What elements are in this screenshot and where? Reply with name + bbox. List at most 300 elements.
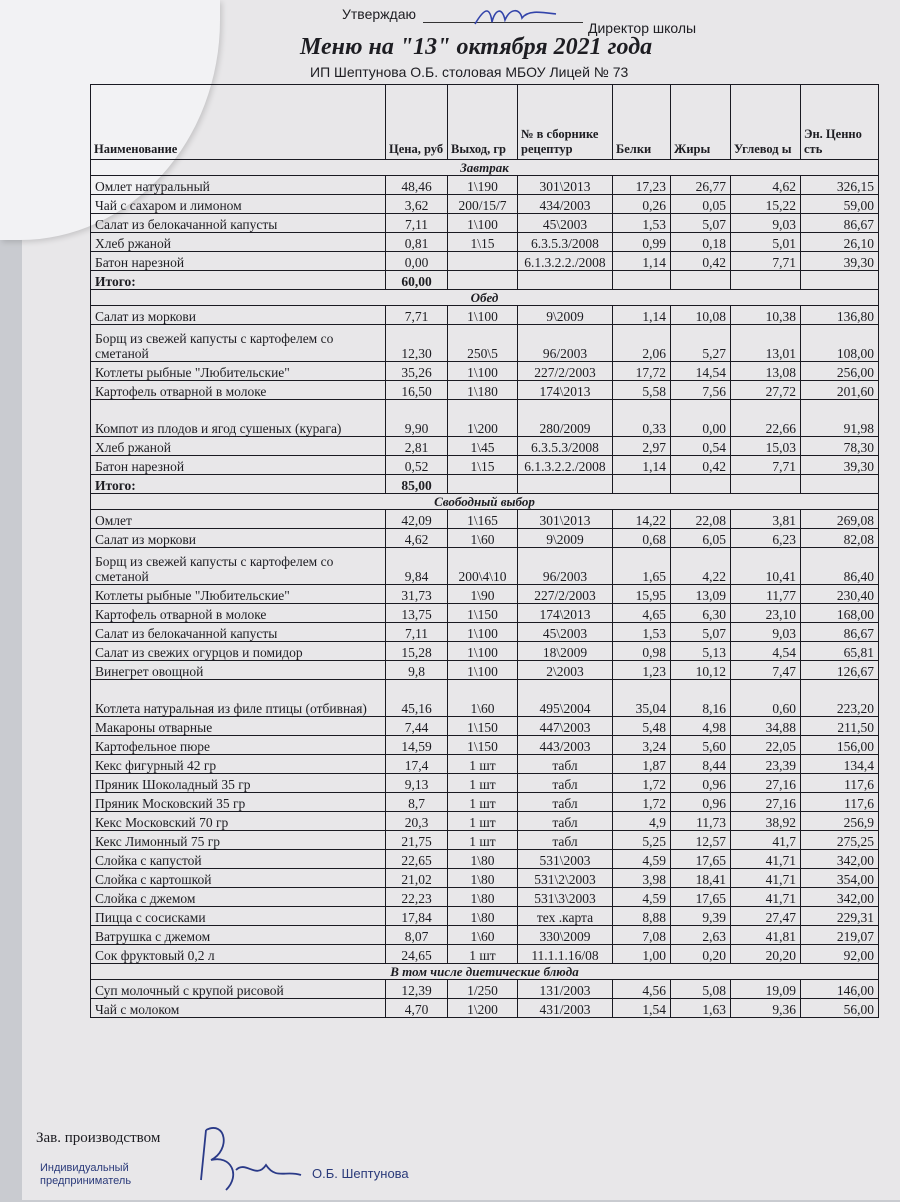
col-carbs-header: Углевод ы xyxy=(731,85,801,160)
cell-energy: 201,60 xyxy=(801,381,879,400)
cell-energy: 117,6 xyxy=(801,793,879,812)
cell-carbs: 27,72 xyxy=(731,381,801,400)
page-subtitle: ИП Шептунова О.Б. столовая МБОУ Лицей № 73 xyxy=(310,64,629,80)
cell-yield: 1\60 xyxy=(448,529,518,548)
table-row xyxy=(91,195,879,214)
cell-protein: 35,04 xyxy=(613,680,671,717)
empty-cell xyxy=(613,271,671,290)
table-row xyxy=(91,661,879,680)
cell-fat: 0,05 xyxy=(671,195,731,214)
empty-cell xyxy=(671,475,731,494)
cell-price: 4,62 xyxy=(386,529,448,548)
section-header-row xyxy=(91,964,879,980)
cell-energy: 230,40 xyxy=(801,585,879,604)
cell-energy: 86,40 xyxy=(801,548,879,585)
cell-carbs: 4,54 xyxy=(731,642,801,661)
cell-carbs: 27,47 xyxy=(731,907,801,926)
cell-carbs: 38,92 xyxy=(731,812,801,831)
cell-name: Котлеты рыбные "Любительские" xyxy=(91,585,386,604)
cell-price: 0,81 xyxy=(386,233,448,252)
menu-table xyxy=(90,84,879,1018)
cell-price: 8,7 xyxy=(386,793,448,812)
empty-cell xyxy=(613,475,671,494)
cell-name: Картофель отварной в молоке xyxy=(91,381,386,400)
cell-name: Омлет натуральный xyxy=(91,176,386,195)
cell-yield: 1 шт xyxy=(448,945,518,964)
cell-name: Батон нарезной xyxy=(91,252,386,271)
table-row xyxy=(91,945,879,964)
cell-yield: 1\100 xyxy=(448,306,518,325)
cell-price: 24,65 xyxy=(386,945,448,964)
cell-recipe: 531\3\2003 xyxy=(518,888,613,907)
table-row xyxy=(91,850,879,869)
cell-recipe: табл xyxy=(518,812,613,831)
director-signature xyxy=(470,2,560,32)
table-row xyxy=(91,774,879,793)
cell-carbs: 23,10 xyxy=(731,604,801,623)
section-title: Завтрак xyxy=(91,160,879,176)
section-title: Обед xyxy=(91,290,879,306)
cell-price: 9,84 xyxy=(386,548,448,585)
cell-recipe: 227/2/2003 xyxy=(518,362,613,381)
table-row xyxy=(91,812,879,831)
cell-energy: 126,67 xyxy=(801,661,879,680)
cell-fat: 0,96 xyxy=(671,774,731,793)
cell-energy: 86,67 xyxy=(801,623,879,642)
cell-fat: 10,08 xyxy=(671,306,731,325)
cell-recipe: 6.3.5.3/2008 xyxy=(518,233,613,252)
cell-protein: 0,33 xyxy=(613,400,671,437)
cell-protein: 0,99 xyxy=(613,233,671,252)
cell-recipe: 6.3.5.3/2008 xyxy=(518,437,613,456)
cell-protein: 8,88 xyxy=(613,907,671,926)
cell-energy: 219,07 xyxy=(801,926,879,945)
cell-yield: 1\80 xyxy=(448,869,518,888)
cell-carbs: 6,23 xyxy=(731,529,801,548)
cell-fat: 5,60 xyxy=(671,736,731,755)
cell-energy: 156,00 xyxy=(801,736,879,755)
cell-protein: 1,54 xyxy=(613,999,671,1018)
cell-energy: 82,08 xyxy=(801,529,879,548)
section-header-row xyxy=(91,290,879,306)
table-row xyxy=(91,510,879,529)
cell-carbs: 20,20 xyxy=(731,945,801,964)
cell-protein: 0,26 xyxy=(613,195,671,214)
col-yield-header: Выход, гр xyxy=(448,85,518,160)
cell-protein: 4,59 xyxy=(613,850,671,869)
cell-energy: 229,31 xyxy=(801,907,879,926)
cell-protein: 1,14 xyxy=(613,306,671,325)
total-label: Итого: xyxy=(91,271,386,290)
cell-price: 7,11 xyxy=(386,214,448,233)
table-row xyxy=(91,980,879,999)
cell-fat: 22,08 xyxy=(671,510,731,529)
total-value: 60,00 xyxy=(386,271,448,290)
cell-recipe: 280/2009 xyxy=(518,400,613,437)
cell-price: 22,65 xyxy=(386,850,448,869)
cell-fat: 7,56 xyxy=(671,381,731,400)
cell-energy: 211,50 xyxy=(801,717,879,736)
table-row xyxy=(91,381,879,400)
empty-cell xyxy=(731,271,801,290)
cell-carbs: 22,66 xyxy=(731,400,801,437)
cell-energy: 256,00 xyxy=(801,362,879,381)
cell-recipe: табл xyxy=(518,793,613,812)
cell-yield: 1\15 xyxy=(448,233,518,252)
cell-yield: 1 шт xyxy=(448,831,518,850)
table-header-row xyxy=(91,85,879,160)
cell-yield: 1\60 xyxy=(448,926,518,945)
cell-carbs: 3,81 xyxy=(731,510,801,529)
director-label: Директор школы xyxy=(588,20,697,36)
cell-energy: 146,00 xyxy=(801,980,879,999)
cell-protein: 1,00 xyxy=(613,945,671,964)
cell-carbs: 9,03 xyxy=(731,214,801,233)
cell-carbs: 41,71 xyxy=(731,869,801,888)
total-row xyxy=(91,475,879,494)
cell-recipe: 531\2003 xyxy=(518,850,613,869)
cell-recipe: 174\2013 xyxy=(518,604,613,623)
cell-name: Кекс Московский 70 гр xyxy=(91,812,386,831)
cell-fat: 2,63 xyxy=(671,926,731,945)
cell-price: 48,46 xyxy=(386,176,448,195)
cell-fat: 1,63 xyxy=(671,999,731,1018)
cell-price: 22,23 xyxy=(386,888,448,907)
table-row xyxy=(91,736,879,755)
cell-fat: 10,12 xyxy=(671,661,731,680)
table-row xyxy=(91,362,879,381)
cell-carbs: 10,38 xyxy=(731,306,801,325)
cell-name: Борщ из свежей капусты с картофелем со сметаной xyxy=(91,325,386,362)
cell-fat: 5,13 xyxy=(671,642,731,661)
cell-protein: 5,48 xyxy=(613,717,671,736)
cell-yield: 1\165 xyxy=(448,510,518,529)
cell-recipe: тех .карта xyxy=(518,907,613,926)
col-recipe-header: № в сборнике рецептур xyxy=(518,85,613,160)
cell-name: Хлеб ржаной xyxy=(91,437,386,456)
cell-protein: 1,53 xyxy=(613,214,671,233)
cell-fat: 0,18 xyxy=(671,233,731,252)
cell-price: 12,39 xyxy=(386,980,448,999)
cell-carbs: 19,09 xyxy=(731,980,801,999)
cell-recipe: 531\2\2003 xyxy=(518,869,613,888)
cell-name: Салат из белокачанной капусты xyxy=(91,214,386,233)
cell-price: 42,09 xyxy=(386,510,448,529)
cell-name: Картофель отварной в молоке xyxy=(91,604,386,623)
cell-energy: 223,20 xyxy=(801,680,879,717)
cell-name: Салат из моркови xyxy=(91,306,386,325)
cell-price: 12,30 xyxy=(386,325,448,362)
table-row xyxy=(91,623,879,642)
table-row xyxy=(91,176,879,195)
cell-energy: 78,30 xyxy=(801,437,879,456)
empty-cell xyxy=(518,271,613,290)
cell-name: Слойка с капустой xyxy=(91,850,386,869)
cell-fat: 0,42 xyxy=(671,456,731,475)
section-header-row xyxy=(91,160,879,176)
cell-carbs: 41,71 xyxy=(731,888,801,907)
cell-protein: 1,23 xyxy=(613,661,671,680)
cell-price: 4,70 xyxy=(386,999,448,1018)
cell-yield: 1\150 xyxy=(448,604,518,623)
cell-name: Винегрет овощной xyxy=(91,661,386,680)
cell-carbs: 13,01 xyxy=(731,325,801,362)
cell-recipe: табл xyxy=(518,755,613,774)
cell-name: Суп молочный с крупой рисовой xyxy=(91,980,386,999)
cell-yield: 1 шт xyxy=(448,774,518,793)
cell-fat: 5,07 xyxy=(671,214,731,233)
total-row xyxy=(91,271,879,290)
stamp-text: Индивидуальный предприниматель xyxy=(40,1162,132,1187)
table-row xyxy=(91,325,879,362)
cell-energy: 26,10 xyxy=(801,233,879,252)
empty-cell xyxy=(801,271,879,290)
cell-recipe: 45\2003 xyxy=(518,623,613,642)
empty-cell xyxy=(448,475,518,494)
cell-carbs: 41,7 xyxy=(731,831,801,850)
cell-fat: 11,73 xyxy=(671,812,731,831)
cell-energy: 342,00 xyxy=(801,888,879,907)
cell-price: 2,81 xyxy=(386,437,448,456)
cell-recipe: 96/2003 xyxy=(518,548,613,585)
table-row xyxy=(91,755,879,774)
empty-cell xyxy=(448,271,518,290)
cell-name: Компот из плодов и ягод сушеных (курага) xyxy=(91,400,386,437)
cell-price: 45,16 xyxy=(386,680,448,717)
cell-recipe: 174\2013 xyxy=(518,381,613,400)
cell-energy: 117,6 xyxy=(801,774,879,793)
cell-carbs: 27,16 xyxy=(731,793,801,812)
cell-fat: 6,30 xyxy=(671,604,731,623)
cell-price: 14,59 xyxy=(386,736,448,755)
cell-carbs: 7,47 xyxy=(731,661,801,680)
cell-yield: 250\5 xyxy=(448,325,518,362)
cell-yield xyxy=(448,252,518,271)
table-row xyxy=(91,642,879,661)
cell-fat: 0,42 xyxy=(671,252,731,271)
cell-name: Омлет xyxy=(91,510,386,529)
cell-price: 31,73 xyxy=(386,585,448,604)
cell-fat: 4,22 xyxy=(671,548,731,585)
cell-yield: 200/15/7 xyxy=(448,195,518,214)
empty-cell xyxy=(671,271,731,290)
cell-name: Салат из свежих огурцов и помидор xyxy=(91,642,386,661)
cell-carbs: 10,41 xyxy=(731,548,801,585)
cell-protein: 4,9 xyxy=(613,812,671,831)
cell-protein: 1,72 xyxy=(613,774,671,793)
cell-energy: 342,00 xyxy=(801,850,879,869)
cell-fat: 8,44 xyxy=(671,755,731,774)
cell-name: Ватрушка с джемом xyxy=(91,926,386,945)
cell-fat: 14,54 xyxy=(671,362,731,381)
table-row xyxy=(91,680,879,717)
cell-price: 17,84 xyxy=(386,907,448,926)
cell-carbs: 7,71 xyxy=(731,456,801,475)
cell-protein: 14,22 xyxy=(613,510,671,529)
cell-fat: 4,98 xyxy=(671,717,731,736)
cell-fat: 5,27 xyxy=(671,325,731,362)
cell-recipe: 11.1.1.16/08 xyxy=(518,945,613,964)
cell-fat: 0,00 xyxy=(671,400,731,437)
cell-price: 21,75 xyxy=(386,831,448,850)
cell-fat: 0,96 xyxy=(671,793,731,812)
table-row xyxy=(91,529,879,548)
cell-recipe: 434/2003 xyxy=(518,195,613,214)
cell-energy: 59,00 xyxy=(801,195,879,214)
approve-label: Утверждаю xyxy=(342,6,416,22)
cell-carbs: 11,77 xyxy=(731,585,801,604)
menu-table-body xyxy=(91,160,879,1018)
cell-price: 7,11 xyxy=(386,623,448,642)
cell-yield: 1\200 xyxy=(448,400,518,437)
cell-protein: 5,58 xyxy=(613,381,671,400)
cell-recipe: 443/2003 xyxy=(518,736,613,755)
table-row xyxy=(91,585,879,604)
cell-fat: 9,39 xyxy=(671,907,731,926)
cell-price: 21,02 xyxy=(386,869,448,888)
cell-yield: 1 шт xyxy=(448,793,518,812)
cell-yield: 1\15 xyxy=(448,456,518,475)
cell-name: Борщ из свежей капусты с картофелем со сметаной xyxy=(91,548,386,585)
cell-fat: 6,05 xyxy=(671,529,731,548)
cell-price: 16,50 xyxy=(386,381,448,400)
cell-yield: 1\80 xyxy=(448,888,518,907)
empty-cell xyxy=(518,475,613,494)
cell-recipe: 227/2/2003 xyxy=(518,585,613,604)
cell-recipe: 18\2009 xyxy=(518,642,613,661)
cell-protein: 1,53 xyxy=(613,623,671,642)
table-row xyxy=(91,456,879,475)
empty-cell xyxy=(731,475,801,494)
cell-protein: 2,97 xyxy=(613,437,671,456)
cell-fat: 5,08 xyxy=(671,980,731,999)
cell-name: Чай с сахаром и лимоном xyxy=(91,195,386,214)
cell-carbs: 41,81 xyxy=(731,926,801,945)
cell-yield: 1\150 xyxy=(448,736,518,755)
cell-recipe: 45\2003 xyxy=(518,214,613,233)
cell-energy: 275,25 xyxy=(801,831,879,850)
cell-yield: 200\4\10 xyxy=(448,548,518,585)
cell-carbs: 22,05 xyxy=(731,736,801,755)
cell-protein: 5,25 xyxy=(613,831,671,850)
cell-yield: 1 шт xyxy=(448,812,518,831)
empty-cell xyxy=(801,475,879,494)
cell-name: Слойка с джемом xyxy=(91,888,386,907)
cell-yield: 1\80 xyxy=(448,850,518,869)
col-name-header: Наименование xyxy=(91,85,386,160)
cell-name: Салат из белокачанной капусты xyxy=(91,623,386,642)
cell-protein: 4,65 xyxy=(613,604,671,623)
cell-energy: 56,00 xyxy=(801,999,879,1018)
manager-signature xyxy=(186,1120,306,1200)
cell-price: 15,28 xyxy=(386,642,448,661)
table-row xyxy=(91,400,879,437)
cell-yield: 1\200 xyxy=(448,999,518,1018)
cell-energy: 269,08 xyxy=(801,510,879,529)
col-fat-header: Жиры xyxy=(671,85,731,160)
cell-recipe: 9\2009 xyxy=(518,306,613,325)
cell-carbs: 23,39 xyxy=(731,755,801,774)
cell-price: 9,8 xyxy=(386,661,448,680)
cell-energy: 136,80 xyxy=(801,306,879,325)
cell-price: 0,00 xyxy=(386,252,448,271)
table-row xyxy=(91,926,879,945)
table-row xyxy=(91,869,879,888)
section-title: Свободный выбор xyxy=(91,494,879,510)
cell-name: Пицца с сосисками xyxy=(91,907,386,926)
cell-yield: 1\100 xyxy=(448,642,518,661)
cell-price: 7,44 xyxy=(386,717,448,736)
table-row xyxy=(91,831,879,850)
cell-recipe: 9\2009 xyxy=(518,529,613,548)
cell-name: Пряник Шоколадный 35 гр xyxy=(91,774,386,793)
cell-protein: 4,59 xyxy=(613,888,671,907)
table-row xyxy=(91,214,879,233)
cell-name: Котлета натуральная из филе птицы (отбивная) xyxy=(91,680,386,717)
col-energy-header: Эн. Ценно сть xyxy=(801,85,879,160)
cell-name: Батон нарезной xyxy=(91,456,386,475)
cell-recipe: 431/2003 xyxy=(518,999,613,1018)
cell-protein: 3,98 xyxy=(613,869,671,888)
cell-price: 0,52 xyxy=(386,456,448,475)
cell-fat: 5,07 xyxy=(671,623,731,642)
cell-carbs: 34,88 xyxy=(731,717,801,736)
production-manager-label: Зав. производством xyxy=(36,1130,161,1146)
cell-recipe: 6.1.3.2.2./2008 xyxy=(518,456,613,475)
cell-protein: 15,95 xyxy=(613,585,671,604)
cell-protein: 17,23 xyxy=(613,176,671,195)
cell-carbs: 5,01 xyxy=(731,233,801,252)
cell-name: Хлеб ржаной xyxy=(91,233,386,252)
cell-price: 20,3 xyxy=(386,812,448,831)
cell-protein: 4,56 xyxy=(613,980,671,999)
cell-yield: 1 шт xyxy=(448,755,518,774)
cell-energy: 108,00 xyxy=(801,325,879,362)
cell-price: 13,75 xyxy=(386,604,448,623)
cell-energy: 86,67 xyxy=(801,214,879,233)
section-title: В том числе диетические блюда xyxy=(91,964,879,980)
total-label: Итого: xyxy=(91,475,386,494)
cell-name: Кекс фигурный 42 гр xyxy=(91,755,386,774)
cell-name: Макароны отварные xyxy=(91,717,386,736)
cell-carbs: 0,60 xyxy=(731,680,801,717)
cell-yield: 1\90 xyxy=(448,585,518,604)
cell-recipe: 330\2009 xyxy=(518,926,613,945)
cell-price: 8,07 xyxy=(386,926,448,945)
cell-energy: 354,00 xyxy=(801,869,879,888)
cell-price: 35,26 xyxy=(386,362,448,381)
cell-carbs: 27,16 xyxy=(731,774,801,793)
cell-protein: 1,14 xyxy=(613,252,671,271)
table-row xyxy=(91,907,879,926)
cell-fat: 8,16 xyxy=(671,680,731,717)
cell-yield: 1\60 xyxy=(448,680,518,717)
cell-price: 17,4 xyxy=(386,755,448,774)
cell-recipe: 301\2013 xyxy=(518,510,613,529)
table-row xyxy=(91,437,879,456)
cell-yield: 1\190 xyxy=(448,176,518,195)
table-row xyxy=(91,717,879,736)
cell-price: 7,71 xyxy=(386,306,448,325)
cell-carbs: 41,71 xyxy=(731,850,801,869)
cell-fat: 13,09 xyxy=(671,585,731,604)
cell-recipe: табл xyxy=(518,831,613,850)
cell-fat: 18,41 xyxy=(671,869,731,888)
cell-price: 3,62 xyxy=(386,195,448,214)
cell-fat: 17,65 xyxy=(671,888,731,907)
table-row xyxy=(91,233,879,252)
cell-name: Котлеты рыбные "Любительские" xyxy=(91,362,386,381)
